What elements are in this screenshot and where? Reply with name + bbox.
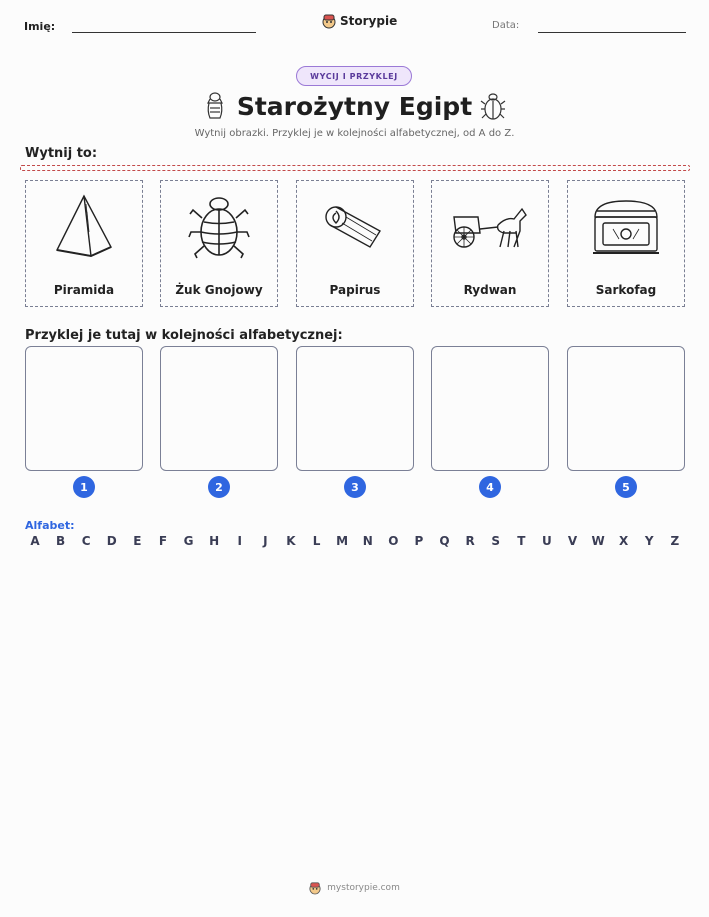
sarcophagus-icon (589, 195, 663, 259)
paste-slot-1[interactable] (25, 346, 143, 471)
brand-name: Storypie (340, 14, 398, 28)
letter: V (567, 534, 578, 548)
card-label: Rydwan (463, 283, 517, 297)
paste-slot-2[interactable] (160, 346, 278, 471)
paste-slots (25, 346, 685, 501)
cut-section-heading: Wytnij to: (25, 146, 98, 161)
letter: B (56, 534, 66, 548)
card-label: Piramida (53, 283, 115, 297)
cut-card-2[interactable] (160, 180, 278, 307)
chariot-icon (450, 197, 530, 257)
letter: O (388, 534, 399, 548)
activity-badge: WYCIJ I PRZYKLEJ (296, 66, 412, 86)
footer-url[interactable]: mystorypie.com (327, 883, 400, 893)
cut-cards (25, 180, 685, 307)
letter: D (106, 534, 117, 548)
letter: U (542, 534, 552, 548)
storypie-mascot-icon (322, 13, 336, 29)
storypie-mascot-icon (309, 881, 321, 895)
alphabet-heading: Alfabet: (25, 519, 75, 532)
letter: W (591, 534, 605, 548)
cut-card-1[interactable] (25, 180, 143, 307)
letter: M (336, 534, 349, 548)
cut-card-5[interactable] (567, 180, 685, 307)
letter: F (158, 534, 168, 548)
letter: A (30, 534, 40, 548)
name-label: Imię: (24, 20, 56, 33)
slot-number-2: 2 (208, 476, 230, 498)
cut-line-strip (20, 165, 690, 171)
scarab-beetle-icon (480, 92, 506, 122)
letter: G (183, 534, 194, 548)
date-line (538, 32, 686, 33)
paste-slot-5[interactable] (567, 346, 685, 471)
cut-card-3[interactable] (296, 180, 414, 307)
name-line (72, 32, 256, 33)
letter: I (237, 534, 242, 548)
letter: H (209, 534, 220, 548)
brand-logo (322, 13, 397, 29)
letter: K (286, 534, 296, 548)
letter: S (491, 534, 501, 548)
slot-number-4: 4 (479, 476, 501, 498)
letter: C (81, 534, 91, 548)
slot-number-1: 1 (73, 476, 95, 498)
letter: L (312, 534, 321, 548)
letter: P (414, 534, 424, 548)
letter: R (465, 534, 475, 548)
letter: T (517, 534, 526, 548)
page-title: Starożytny Egipt (236, 92, 473, 121)
letter: Q (439, 534, 450, 548)
paste-section-heading: Przyklej je tutaj w kolejności alfabetycznej: (25, 328, 343, 343)
paste-slot-3[interactable] (296, 346, 414, 471)
instructions: Wytnij obrazki. Przyklej je w kolejności alfabetycznej, od A do Z. (194, 128, 515, 139)
card-label: Żuk Gnojowy (175, 283, 263, 297)
slot-number-3: 3 (344, 476, 366, 498)
letter: X (619, 534, 629, 548)
alphabet-row (25, 534, 685, 550)
letter: N (362, 534, 373, 548)
date-label: Data: (492, 20, 520, 31)
card-label: Papirus (329, 283, 381, 297)
paste-slot-4[interactable] (431, 346, 549, 471)
pyramid-icon (49, 192, 119, 262)
letter: Z (670, 534, 680, 548)
letter: E (133, 534, 142, 548)
scarab-beetle-icon (187, 192, 251, 262)
letter: J (263, 534, 268, 548)
card-label: Sarkofag (595, 283, 657, 297)
cut-card-4[interactable] (431, 180, 549, 307)
footer (0, 881, 709, 895)
papyrus-scroll-icon (320, 197, 390, 257)
letter: Y (644, 534, 654, 548)
slot-number-5: 5 (615, 476, 637, 498)
